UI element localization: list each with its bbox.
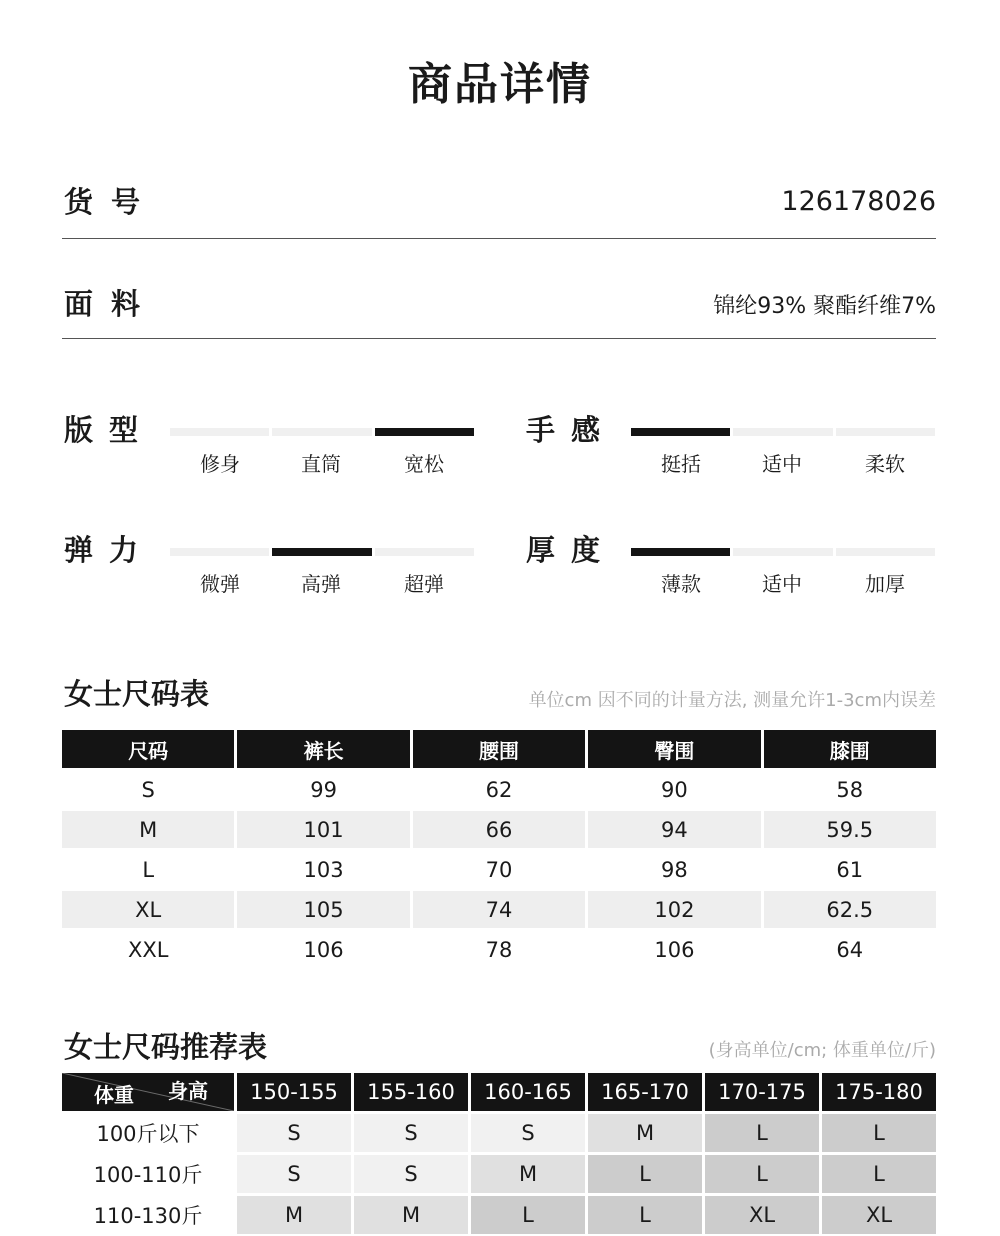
thickness-option: 薄款	[661, 572, 701, 596]
size-cell: S	[237, 1155, 351, 1193]
table-cell: XXL	[127, 937, 169, 962]
size-chart-title: 女士尺码表	[64, 677, 210, 711]
recommend-chart-note: (身高单位/cm; 体重单位/斤)	[708, 1040, 936, 1061]
table-cell: 94	[588, 811, 760, 848]
feel-label: 手感	[526, 413, 617, 447]
size-cell: XL	[705, 1196, 819, 1234]
size-cell: L	[822, 1155, 936, 1193]
divider	[62, 338, 936, 339]
feel-segment-1-active	[631, 428, 730, 436]
fabric-value: 锦纶93% 聚酯纤维7%	[713, 294, 936, 319]
size-cell: M	[354, 1196, 468, 1234]
size-cell: L	[471, 1196, 585, 1234]
height-header: 170-175	[705, 1073, 819, 1111]
table-cell: 58	[836, 777, 864, 802]
size-cell: L	[822, 1114, 936, 1152]
table-cell: 62.5	[764, 891, 936, 928]
table-cell: 102	[588, 891, 760, 928]
stretch-segment-3	[375, 548, 474, 556]
corner-height-label: 身高	[168, 1079, 208, 1103]
divider	[62, 238, 936, 239]
fabric-label: 面料	[64, 287, 159, 321]
weight-label: 100斤以下	[96, 1122, 200, 1146]
stretch-segment-2-active	[272, 548, 372, 556]
size-cell: L	[705, 1114, 819, 1152]
thickness-segment-3	[836, 548, 935, 556]
size-chart-note: 单位cm 因不同的计量方法, 测量允许1-3cm内误差	[528, 690, 936, 711]
fit-segment-3-active	[375, 428, 474, 436]
feel-option: 柔软	[865, 452, 905, 476]
weight-label: 110-130斤	[93, 1204, 203, 1228]
diagonal-divider	[62, 1073, 234, 1111]
stretch-option: 微弹	[200, 572, 240, 596]
table-cell: 106	[654, 937, 695, 962]
height-header: 150-155	[237, 1073, 351, 1111]
thickness-segment-1-active	[631, 548, 730, 556]
size-cell: L	[588, 1196, 702, 1234]
height-header: 155-160	[354, 1073, 468, 1111]
thickness-option: 加厚	[865, 572, 905, 596]
stretch-option: 高弹	[301, 572, 341, 596]
size-cell: M	[471, 1155, 585, 1193]
fit-label: 版型	[64, 413, 155, 447]
size-cell: S	[354, 1155, 468, 1193]
table-cell: 70	[485, 857, 513, 882]
corner-weight-label: 体重	[94, 1083, 134, 1107]
thickness-option: 适中	[762, 572, 802, 596]
fit-segment-2	[272, 428, 372, 436]
table-cell: 59.5	[764, 811, 936, 848]
table-header: 膝围	[764, 730, 936, 768]
fit-option: 修身	[200, 452, 240, 476]
thickness-segment-2	[733, 548, 833, 556]
size-cell: S	[237, 1114, 351, 1152]
size-cell: L	[588, 1155, 702, 1193]
stretch-label: 弹力	[64, 533, 155, 567]
table-cell: S	[141, 777, 155, 802]
table-cell: 66	[413, 811, 585, 848]
corner-header	[62, 1073, 234, 1111]
size-cell: L	[705, 1155, 819, 1193]
thickness-label: 厚度	[526, 533, 617, 567]
table-cell: 90	[661, 777, 688, 802]
table-cell: 64	[836, 937, 864, 962]
height-header: 160-165	[471, 1073, 585, 1111]
size-cell: S	[471, 1114, 585, 1152]
size-chart-table	[62, 730, 936, 968]
fit-option: 直筒	[301, 452, 341, 476]
table-cell: 106	[303, 937, 344, 962]
table-cell: M	[62, 811, 234, 848]
table-cell: 105	[237, 891, 409, 928]
table-cell: 101	[237, 811, 409, 848]
table-header: 尺码	[62, 730, 234, 768]
table-header: 腰围	[413, 730, 585, 768]
size-cell: M	[237, 1196, 351, 1234]
feel-segment-2	[733, 428, 833, 436]
table-cell: 61	[836, 857, 864, 882]
recommend-chart-title: 女士尺码推荐表	[64, 1030, 268, 1064]
size-cell: M	[588, 1114, 702, 1152]
height-header: 165-170	[588, 1073, 702, 1111]
recommend-chart-table	[62, 1073, 936, 1234]
product-code-value: 126178026	[781, 186, 936, 217]
stretch-option: 超弹	[404, 572, 444, 596]
size-cell: S	[354, 1114, 468, 1152]
table-cell: 98	[661, 857, 688, 882]
table-header: 臀围	[588, 730, 760, 768]
size-cell: XL	[822, 1196, 936, 1234]
feel-segment-3	[836, 428, 935, 436]
weight-label: 100-110斤	[93, 1163, 203, 1187]
table-cell: 103	[303, 857, 344, 882]
stretch-segment-1	[170, 548, 269, 556]
height-header: 175-180	[822, 1073, 936, 1111]
table-header: 裤长	[237, 730, 409, 768]
product-code-label: 货号	[64, 185, 159, 219]
fit-option: 宽松	[404, 452, 444, 476]
page-title: 商品详情	[408, 59, 592, 110]
table-cell: 62	[485, 777, 513, 802]
table-cell: XL	[62, 891, 234, 928]
table-cell: L	[142, 857, 155, 882]
table-cell: 99	[310, 777, 337, 802]
table-cell: 78	[485, 937, 513, 962]
feel-option: 适中	[762, 452, 802, 476]
fit-segment-1	[170, 428, 269, 436]
feel-option: 挺括	[661, 452, 701, 476]
table-cell: 74	[413, 891, 585, 928]
